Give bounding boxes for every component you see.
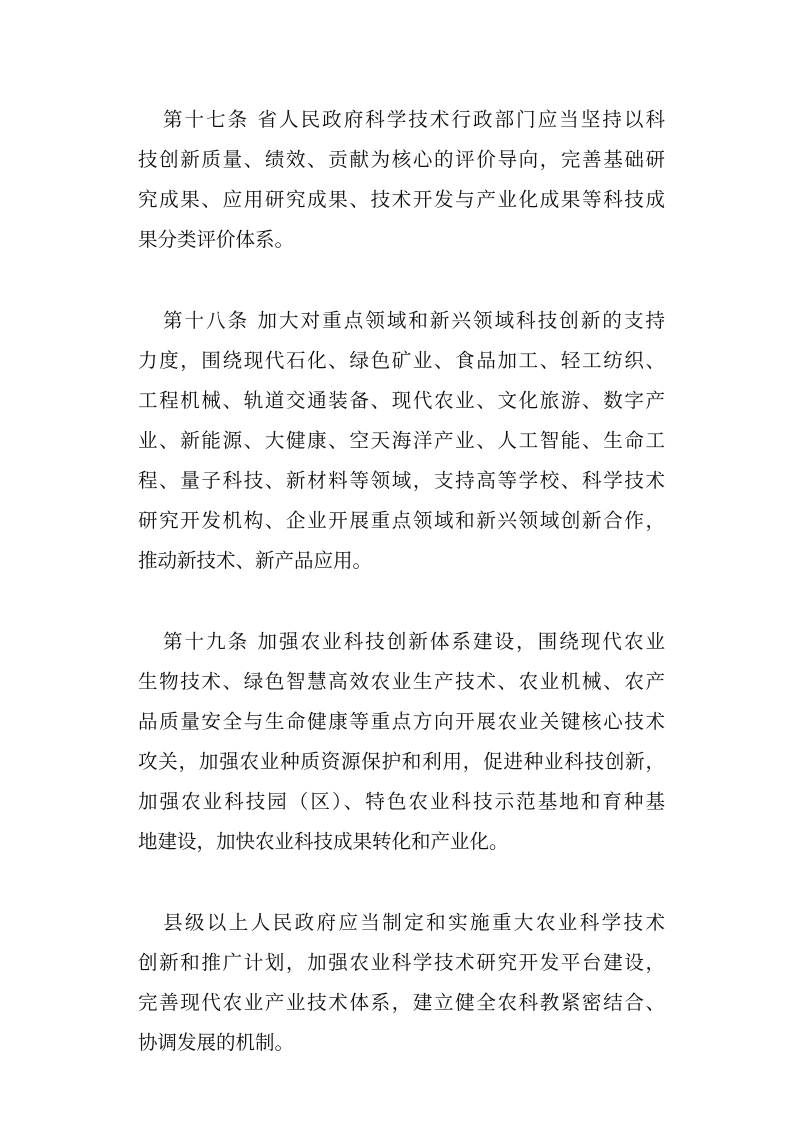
article-19-second-paragraph <box>138 903 665 1063</box>
text-line: 地建设，加快农业科技成果转化和产业化。 <box>138 830 509 853</box>
paragraph-gap <box>138 581 665 622</box>
paragraph-gap <box>138 260 665 301</box>
text-line: 力度，围绕现代石化、绿色矿业、食品加工、轻工纺织、 <box>138 349 665 372</box>
article-18-paragraph <box>138 301 665 581</box>
text-line: 生物技术、绿色智慧高效农业生产技术、农业机械、农产 <box>138 670 665 693</box>
article-17-paragraph <box>138 100 665 260</box>
article-19-paragraph <box>138 622 665 862</box>
text-line: 果分类评价体系。 <box>138 228 295 251</box>
text-line: 业、新能源、大健康、空天海洋产业、人工智能、生命工 <box>138 429 665 452</box>
text-line: 程、量子科技、新材料等领域，支持高等学校、科学技术 <box>138 469 665 492</box>
text-line: 技创新质量、绩效、贡献为核心的评价导向，完善基础研 <box>138 148 665 171</box>
text-line: 县级以上人民政府应当制定和实施重大农业科学技术 <box>163 911 665 934</box>
text-line: 完善现代农业产业技术体系，建立健全农科教紧密结合、 <box>138 991 665 1014</box>
text-line: 品质量安全与生命健康等重点方向开展农业关键核心技术 <box>138 710 665 733</box>
paragraph-gap <box>138 862 665 903</box>
text-line: 第十七条 省人民政府科学技术行政部门应当坚持以科 <box>163 108 665 131</box>
text-line: 加强农业科技园（区）、特色农业科技示范基地和育种基 <box>138 790 665 813</box>
text-line: 攻关，加强农业种质资源保护和利用，促进种业科技创新， <box>138 750 665 773</box>
text-line: 第十八条 加大对重点领域和新兴领域科技创新的支持 <box>163 309 665 332</box>
text-line: 推动新技术、新产品应用。 <box>138 549 373 572</box>
text-line: 创新和推广计划，加强农业科学技术研究开发平台建设， <box>138 951 665 974</box>
text-line: 工程机械、轨道交通装备、现代农业、文化旅游、数字产 <box>138 389 665 412</box>
text-line: 究成果、应用研究成果、技术开发与产业化成果等科技成 <box>138 188 665 211</box>
text-line: 协调发展的机制。 <box>138 1031 295 1054</box>
document-body <box>138 100 665 1063</box>
text-line: 第十九条 加强农业科技创新体系建设，围绕现代农业 <box>163 630 665 653</box>
text-line: 研究开发机构、企业开展重点领域和新兴领域创新合作， <box>138 509 665 532</box>
